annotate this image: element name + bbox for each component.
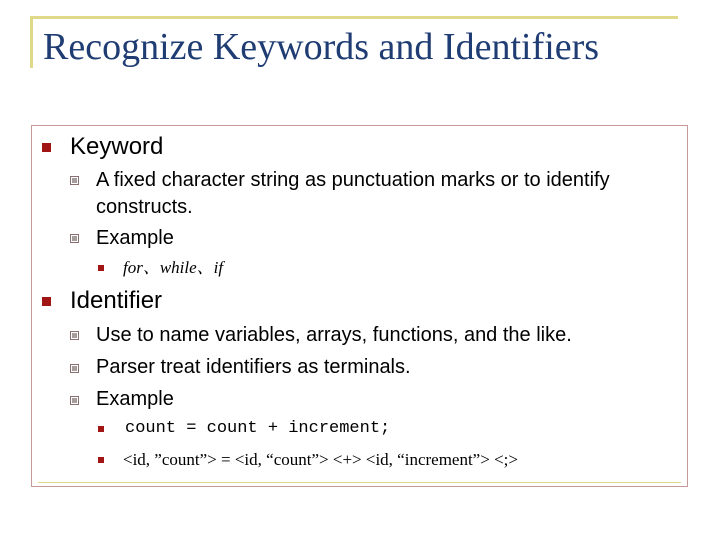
identifier-point-3: Example — [96, 388, 174, 410]
page-title: Recognize Keywords and Identifiers — [43, 26, 600, 68]
hollow-square-bullet-icon — [70, 364, 79, 373]
hollow-square-bullet-icon — [70, 331, 79, 340]
square-bullet-icon — [98, 265, 104, 271]
hollow-square-bullet-icon — [70, 396, 79, 405]
keyword-point-1-continued: constructs. — [96, 196, 193, 218]
keyword-heading: Keyword — [70, 133, 164, 160]
square-bullet-icon — [42, 143, 51, 152]
identifier-example-code: count = count + increment; — [125, 419, 391, 438]
identifier-point-2: Parser treat identifiers as terminals. — [96, 356, 411, 378]
square-bullet-icon — [98, 426, 104, 432]
hollow-square-bullet-icon — [70, 234, 79, 243]
identifier-heading: Identifier — [70, 287, 163, 314]
keyword-point-2: Example — [96, 227, 174, 249]
identifier-point-1: Use to name variables, arrays, functions, and the like. — [96, 324, 572, 346]
keyword-point-1: A fixed character string as punctuation marks or to identify — [96, 169, 610, 191]
square-bullet-icon — [98, 457, 104, 463]
hollow-square-bullet-icon — [70, 176, 79, 185]
keyword-example: for、while、if — [123, 258, 224, 277]
identifier-example-tokens: <id, ”count”> = <id, “count”> <+> <id, “increment”> <;> — [123, 450, 518, 469]
square-bullet-icon — [42, 297, 51, 306]
